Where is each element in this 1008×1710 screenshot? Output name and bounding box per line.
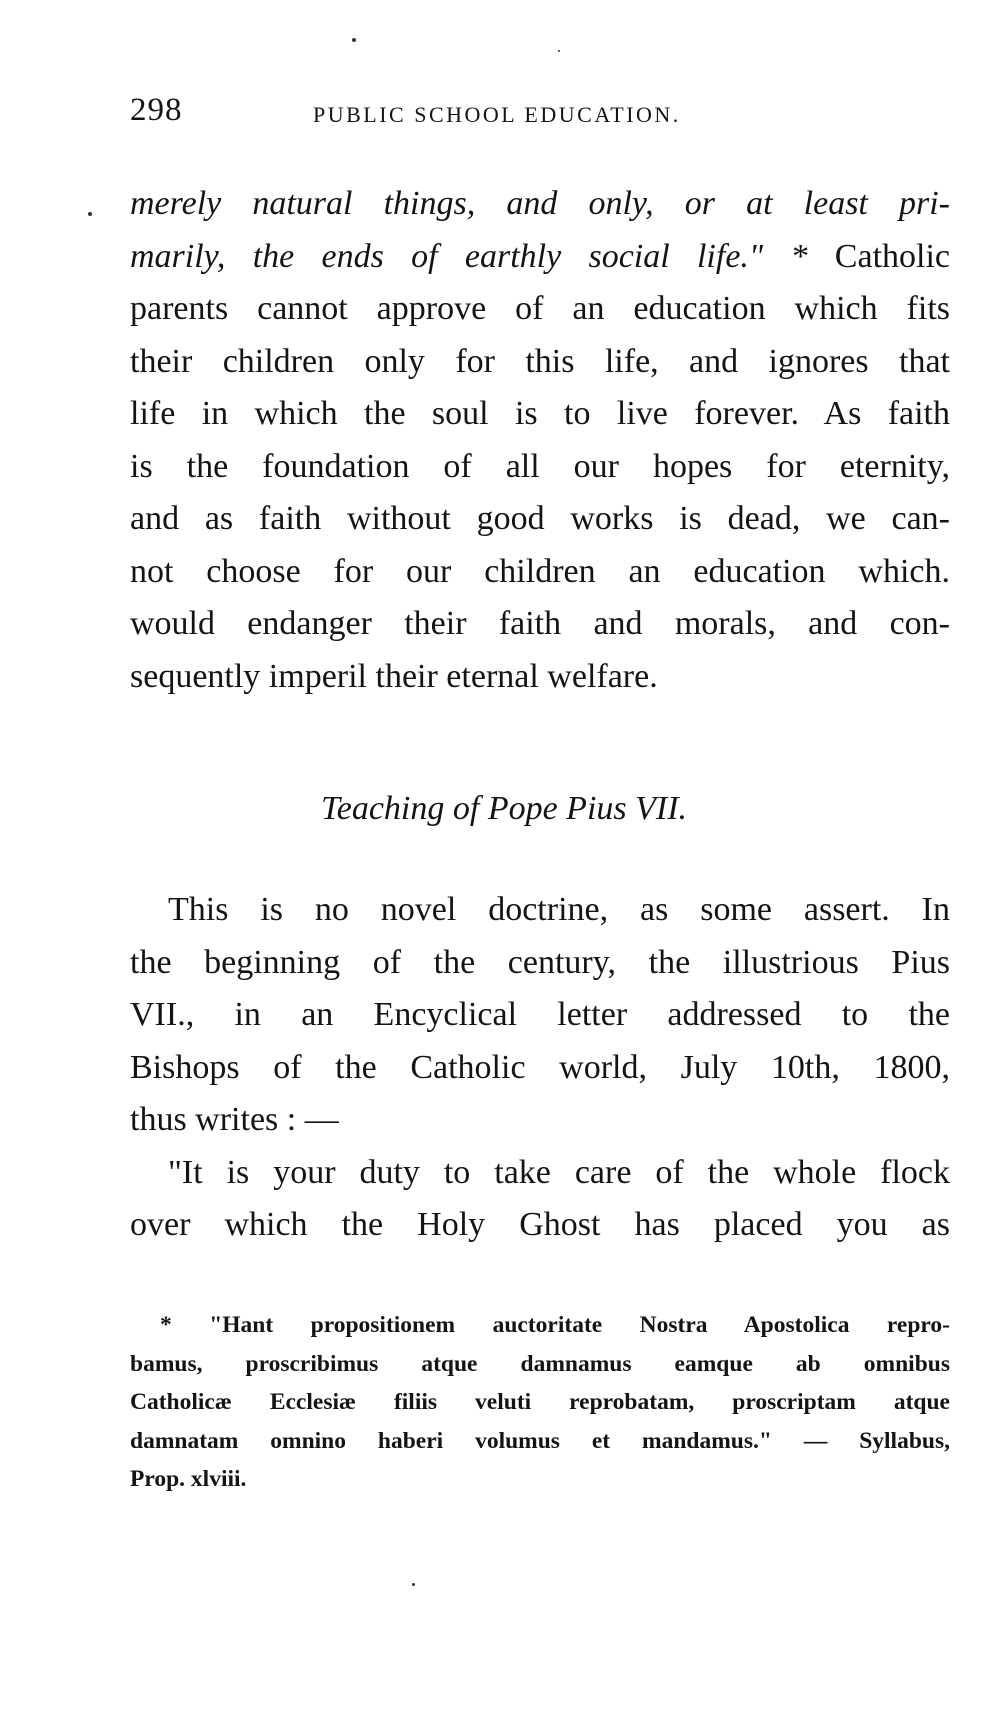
text-line: Bishops of the Catholic world, July 10th, 1800, bbox=[130, 1048, 950, 1086]
section-heading: Teaching of Pope Pius VII. bbox=[320, 790, 688, 827]
footnote bbox=[130, 1306, 950, 1499]
running-title: PUBLIC SCHOOL EDUCATION. bbox=[313, 102, 681, 127]
text-line: and as faith without good works is dead, we can- bbox=[130, 500, 950, 537]
text-line: sequently imperil their eternal welfare. bbox=[130, 657, 658, 695]
footnote-line: * "Hant propositionem auctoritate Nostra Apostolica repro- bbox=[160, 1312, 950, 1338]
print-speck bbox=[558, 50, 560, 52]
footnote-line: damnatam omnino haberi volumus et mandamus." — Syllabus, bbox=[130, 1427, 950, 1454]
text-line: their children only for this life, and ignores that bbox=[130, 342, 950, 380]
footnote-line: bamus, proscribimus atque damnamus eamque ab omnibus bbox=[130, 1350, 950, 1377]
text-line bbox=[130, 231, 950, 284]
page-number: 298 bbox=[130, 92, 183, 128]
text-line: VII., in an Encyclical letter addressed to the bbox=[130, 996, 950, 1033]
italic-quote: marily, the ends of earthly social life." * bbox=[130, 237, 808, 275]
text-line: would endanger their faith and morals, and con- bbox=[130, 605, 950, 642]
text-line: parents cannot approve of an education which fits bbox=[130, 290, 950, 327]
text-fragment: Catholic bbox=[834, 237, 950, 275]
print-speck bbox=[88, 212, 92, 216]
text-line: merely natural things, and only, or at least pri- bbox=[130, 185, 950, 222]
text-line: thus writes : — bbox=[130, 1101, 339, 1138]
footnote-line: Catholicæ Ecclesiæ filiis veluti reprobatam, proscriptam atque bbox=[130, 1389, 950, 1415]
text-line: This is no novel doctrine, as some assert. In bbox=[168, 891, 950, 928]
text-line: the beginning of the century, the illustrious Pius bbox=[130, 943, 950, 981]
text-line: life in which the soul is to live forever. As faith bbox=[130, 395, 950, 432]
paragraph-two bbox=[130, 884, 950, 1252]
quote-line: over which the Holy Ghost has placed you as bbox=[130, 1206, 950, 1243]
page-header bbox=[130, 92, 960, 142]
print-speck bbox=[352, 38, 356, 42]
paragraph-one bbox=[130, 178, 950, 703]
text-line: is the foundation of all our hopes for eternity, bbox=[130, 447, 950, 485]
print-speck bbox=[412, 1583, 415, 1586]
footnote-line: Prop. xlviii. bbox=[130, 1466, 247, 1492]
quote-line: "It is your duty to take care of the whole flock bbox=[168, 1153, 950, 1191]
text-line: not choose for our children an education which. bbox=[130, 552, 950, 590]
